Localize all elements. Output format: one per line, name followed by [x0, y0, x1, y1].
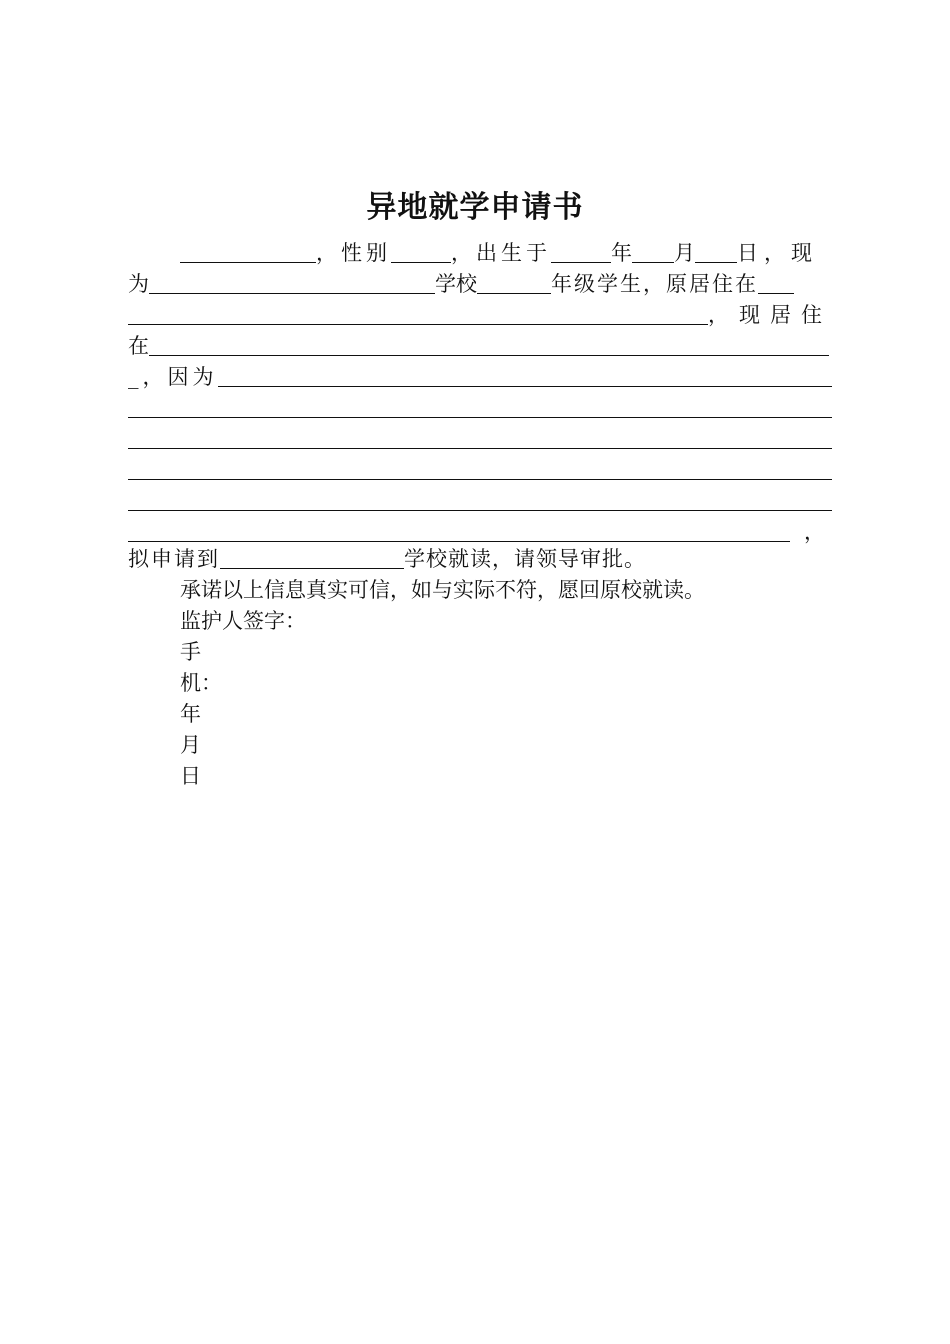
- phone-label-1: 手: [180, 640, 201, 664]
- form-line-1: [128, 238, 832, 269]
- reason-blank-5[interactable]: [128, 486, 832, 517]
- as-label: 为: [128, 272, 149, 296]
- document-title: 异地就学申请书: [366, 190, 584, 225]
- promise-text: 承诺以上信息真实可信，如与实际不符，愿回原校就读。: [180, 578, 705, 602]
- phone-label-2: 机：: [180, 671, 222, 695]
- date-day-label: 日: [180, 764, 201, 788]
- birth-day-blank[interactable]: [695, 238, 737, 263]
- reason-blank-6[interactable]: [128, 517, 790, 542]
- grade-blank[interactable]: [477, 269, 551, 294]
- because-label: _，因为: [128, 365, 218, 389]
- at-label: 在: [128, 334, 149, 358]
- apply-line: [128, 544, 832, 575]
- form-line-4: [128, 331, 832, 362]
- year-label: 年: [611, 241, 632, 265]
- date-year-label: 年: [180, 702, 201, 726]
- target-school-blank[interactable]: [220, 544, 404, 569]
- original-address-blank-start[interactable]: [758, 269, 794, 294]
- reason-blank-2[interactable]: [128, 393, 832, 424]
- form-line-5: [128, 362, 832, 393]
- form-line-3: [128, 300, 832, 331]
- month-label: 月: [674, 241, 695, 265]
- reason-blank-4[interactable]: [128, 455, 832, 486]
- original-address-blank[interactable]: [128, 300, 708, 325]
- current-address-blank[interactable]: [149, 331, 829, 356]
- born-label: ，出生于: [451, 241, 551, 265]
- birth-year-blank[interactable]: [551, 238, 611, 263]
- grade-label: 年级学生，原居住在: [551, 272, 758, 296]
- day-now-label: 日，现: [737, 241, 818, 265]
- apply-prefix: 拟申请到: [128, 547, 220, 571]
- school-label: 学校: [435, 272, 477, 296]
- gender-label: ，性别: [316, 241, 391, 265]
- guardian-signature-label: 监护人签字：: [180, 609, 306, 633]
- current-label: ，现居住: [708, 303, 832, 327]
- form-line-2: [128, 269, 832, 300]
- school-blank[interactable]: [149, 269, 435, 294]
- date-month-label: 月: [180, 733, 201, 757]
- comma-mark: ，: [804, 520, 825, 544]
- birth-month-blank[interactable]: [632, 238, 674, 263]
- gender-blank[interactable]: [391, 238, 451, 263]
- reason-blank-3[interactable]: [128, 424, 832, 455]
- apply-suffix: 学校就读，请领导审批。: [404, 547, 646, 571]
- reason-blank-1[interactable]: [218, 362, 832, 387]
- name-blank[interactable]: [180, 238, 316, 263]
